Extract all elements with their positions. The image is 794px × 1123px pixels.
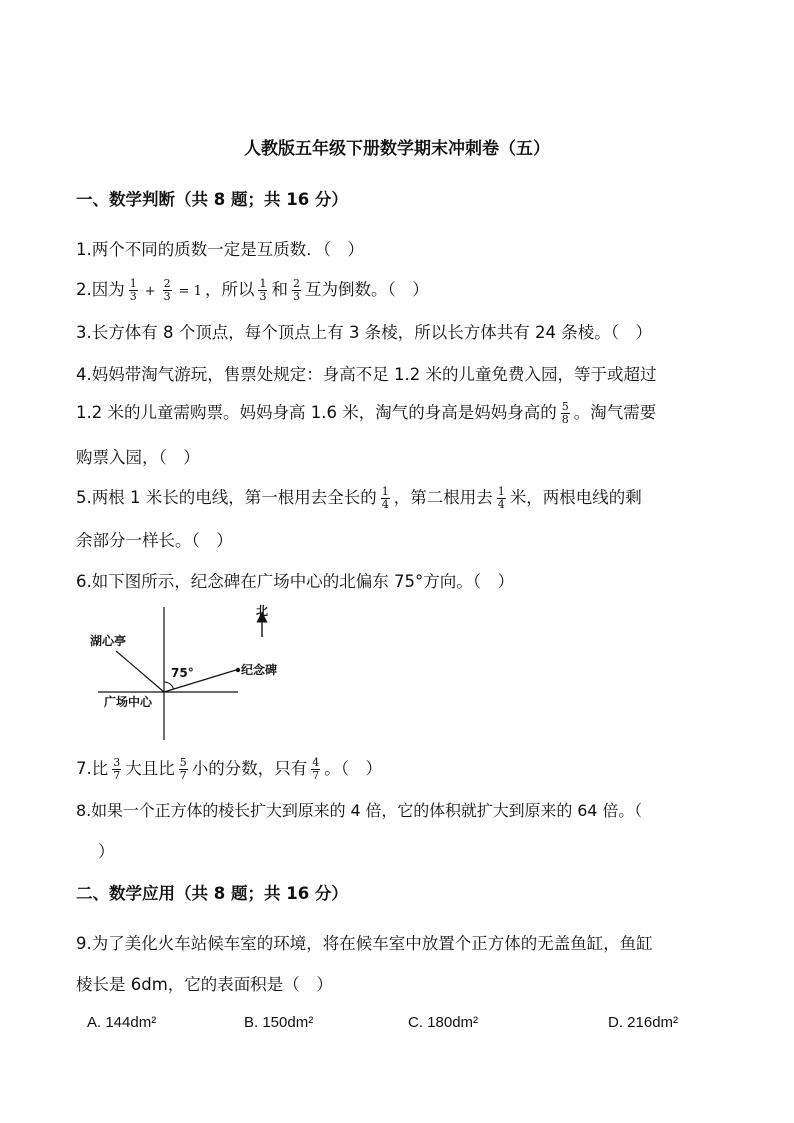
equals-one: = 1 [178,284,202,299]
numerator: 5 [561,400,569,413]
fraction [561,401,570,426]
fraction [163,278,172,303]
q2-mid: ，所以 [204,280,255,299]
question-7 [76,755,382,782]
q5-prefix: 5.两根 1 米长的电线，第一根用去全长的 [76,488,377,507]
numerator: 2 [292,277,300,290]
question-9-line-1: 9.为了美化火车站候车室的环境，将在候车室中放置个正方体的无盖鱼缸，鱼缸 [76,934,653,953]
option-d: D. 216dm² [608,1014,679,1031]
option-a: A. 144dm² [87,1014,157,1031]
numerator: 1 [497,485,505,498]
q7-prefix: 7.比 [76,759,109,778]
monument-label: 纪念碑 [241,663,278,677]
fraction [112,757,121,782]
line-to-lake-pavilion [116,651,164,692]
q2-prefix: 2.因为 [76,280,125,299]
numerator: 3 [113,756,121,769]
denominator: 8 [561,413,569,426]
question-5-line-1 [76,484,642,511]
q2-suffix: 互为倒数。（ ） [304,280,429,299]
denominator: 7 [312,769,320,782]
denominator: 3 [259,290,267,303]
q5-mid: ，第二根用去 [393,488,493,507]
question-9-line-2: 棱长是 6dm，它的表面积是（ ） [76,975,333,994]
fraction [292,278,301,303]
denominator: 3 [292,290,300,303]
question-6: 6.如下图所示，纪念碑在广场中心的北偏东 75°方向。（ ） [76,572,514,591]
denominator: 7 [113,769,121,782]
angle-arc [164,682,174,689]
question-4-line-3: 购票入园，（ ） [76,448,200,467]
square-center-label: 广场中心 [104,695,153,709]
fraction [497,486,506,511]
q4-line2-prefix: 1.2 米的儿童需购票。妈妈身高 1.6 米，淘气的身高是妈妈身高的 [76,403,557,422]
q2-and: 和 [271,280,288,299]
question-5-line-2: 余部分一样长。（ ） [76,531,233,550]
monument-point [236,668,240,672]
north-label: 北 [256,604,269,618]
fraction [129,278,138,303]
question-1: 1.两个不同的质数一定是互质数．（ ） [76,240,364,259]
denominator: 4 [497,498,505,511]
question-8-line-2: ） [98,842,115,861]
fraction [258,278,267,303]
denominator: 3 [163,290,171,303]
question-3: 3.长方体有 8 个顶点，每个顶点上有 3 条棱，所以长方体共有 24 条棱。（ ） [76,323,652,342]
fraction [381,486,390,511]
denominator: 7 [179,769,187,782]
option-b: B. 150dm² [244,1014,314,1031]
section-heading-judgment: 一、数学判断（共 8 题；共 16 分） [76,190,348,209]
numerator: 1 [129,277,137,290]
question-4-line-2 [76,399,656,426]
denominator: 3 [129,290,137,303]
q7-mid-2: 小的分数，只有 [191,759,308,778]
question-8-line-1: 8.如果一个正方体的棱长扩大到原来的 4 倍，它的体积就扩大到原来的 64 倍。（ [76,801,643,820]
q7-mid-1: 大且比 [125,759,175,778]
numerator: 1 [259,277,267,290]
numerator: 4 [312,756,320,769]
numerator: 1 [381,485,389,498]
option-c: C. 180dm² [408,1014,479,1031]
q7-suffix: 。（ ） [324,759,382,778]
denominator: 4 [381,498,389,511]
q4-line2-suffix: 。淘气需要 [573,403,657,422]
question-4-line-1: 4.妈妈带淘气游玩，售票处规定：身高不足 1.2 米的儿童免费入园，等于或超过 [76,365,657,384]
q5-suffix: 米，两根电线的剩 [509,488,642,507]
direction-diagram [90,603,320,743]
fraction [311,757,320,782]
angle-label: 75° [171,666,194,680]
numerator: 2 [163,277,171,290]
numerator: 5 [179,756,187,769]
section-heading-application: 二、数学应用（共 8 题；共 16 分） [76,884,348,903]
lake-pavilion-label: 湖心亭 [90,634,127,648]
page-title: 人教版五年级下册数学期末冲刺卷（五） [244,139,550,159]
question-2 [76,276,429,303]
fraction [179,757,188,782]
plus-sign: + [144,284,156,299]
